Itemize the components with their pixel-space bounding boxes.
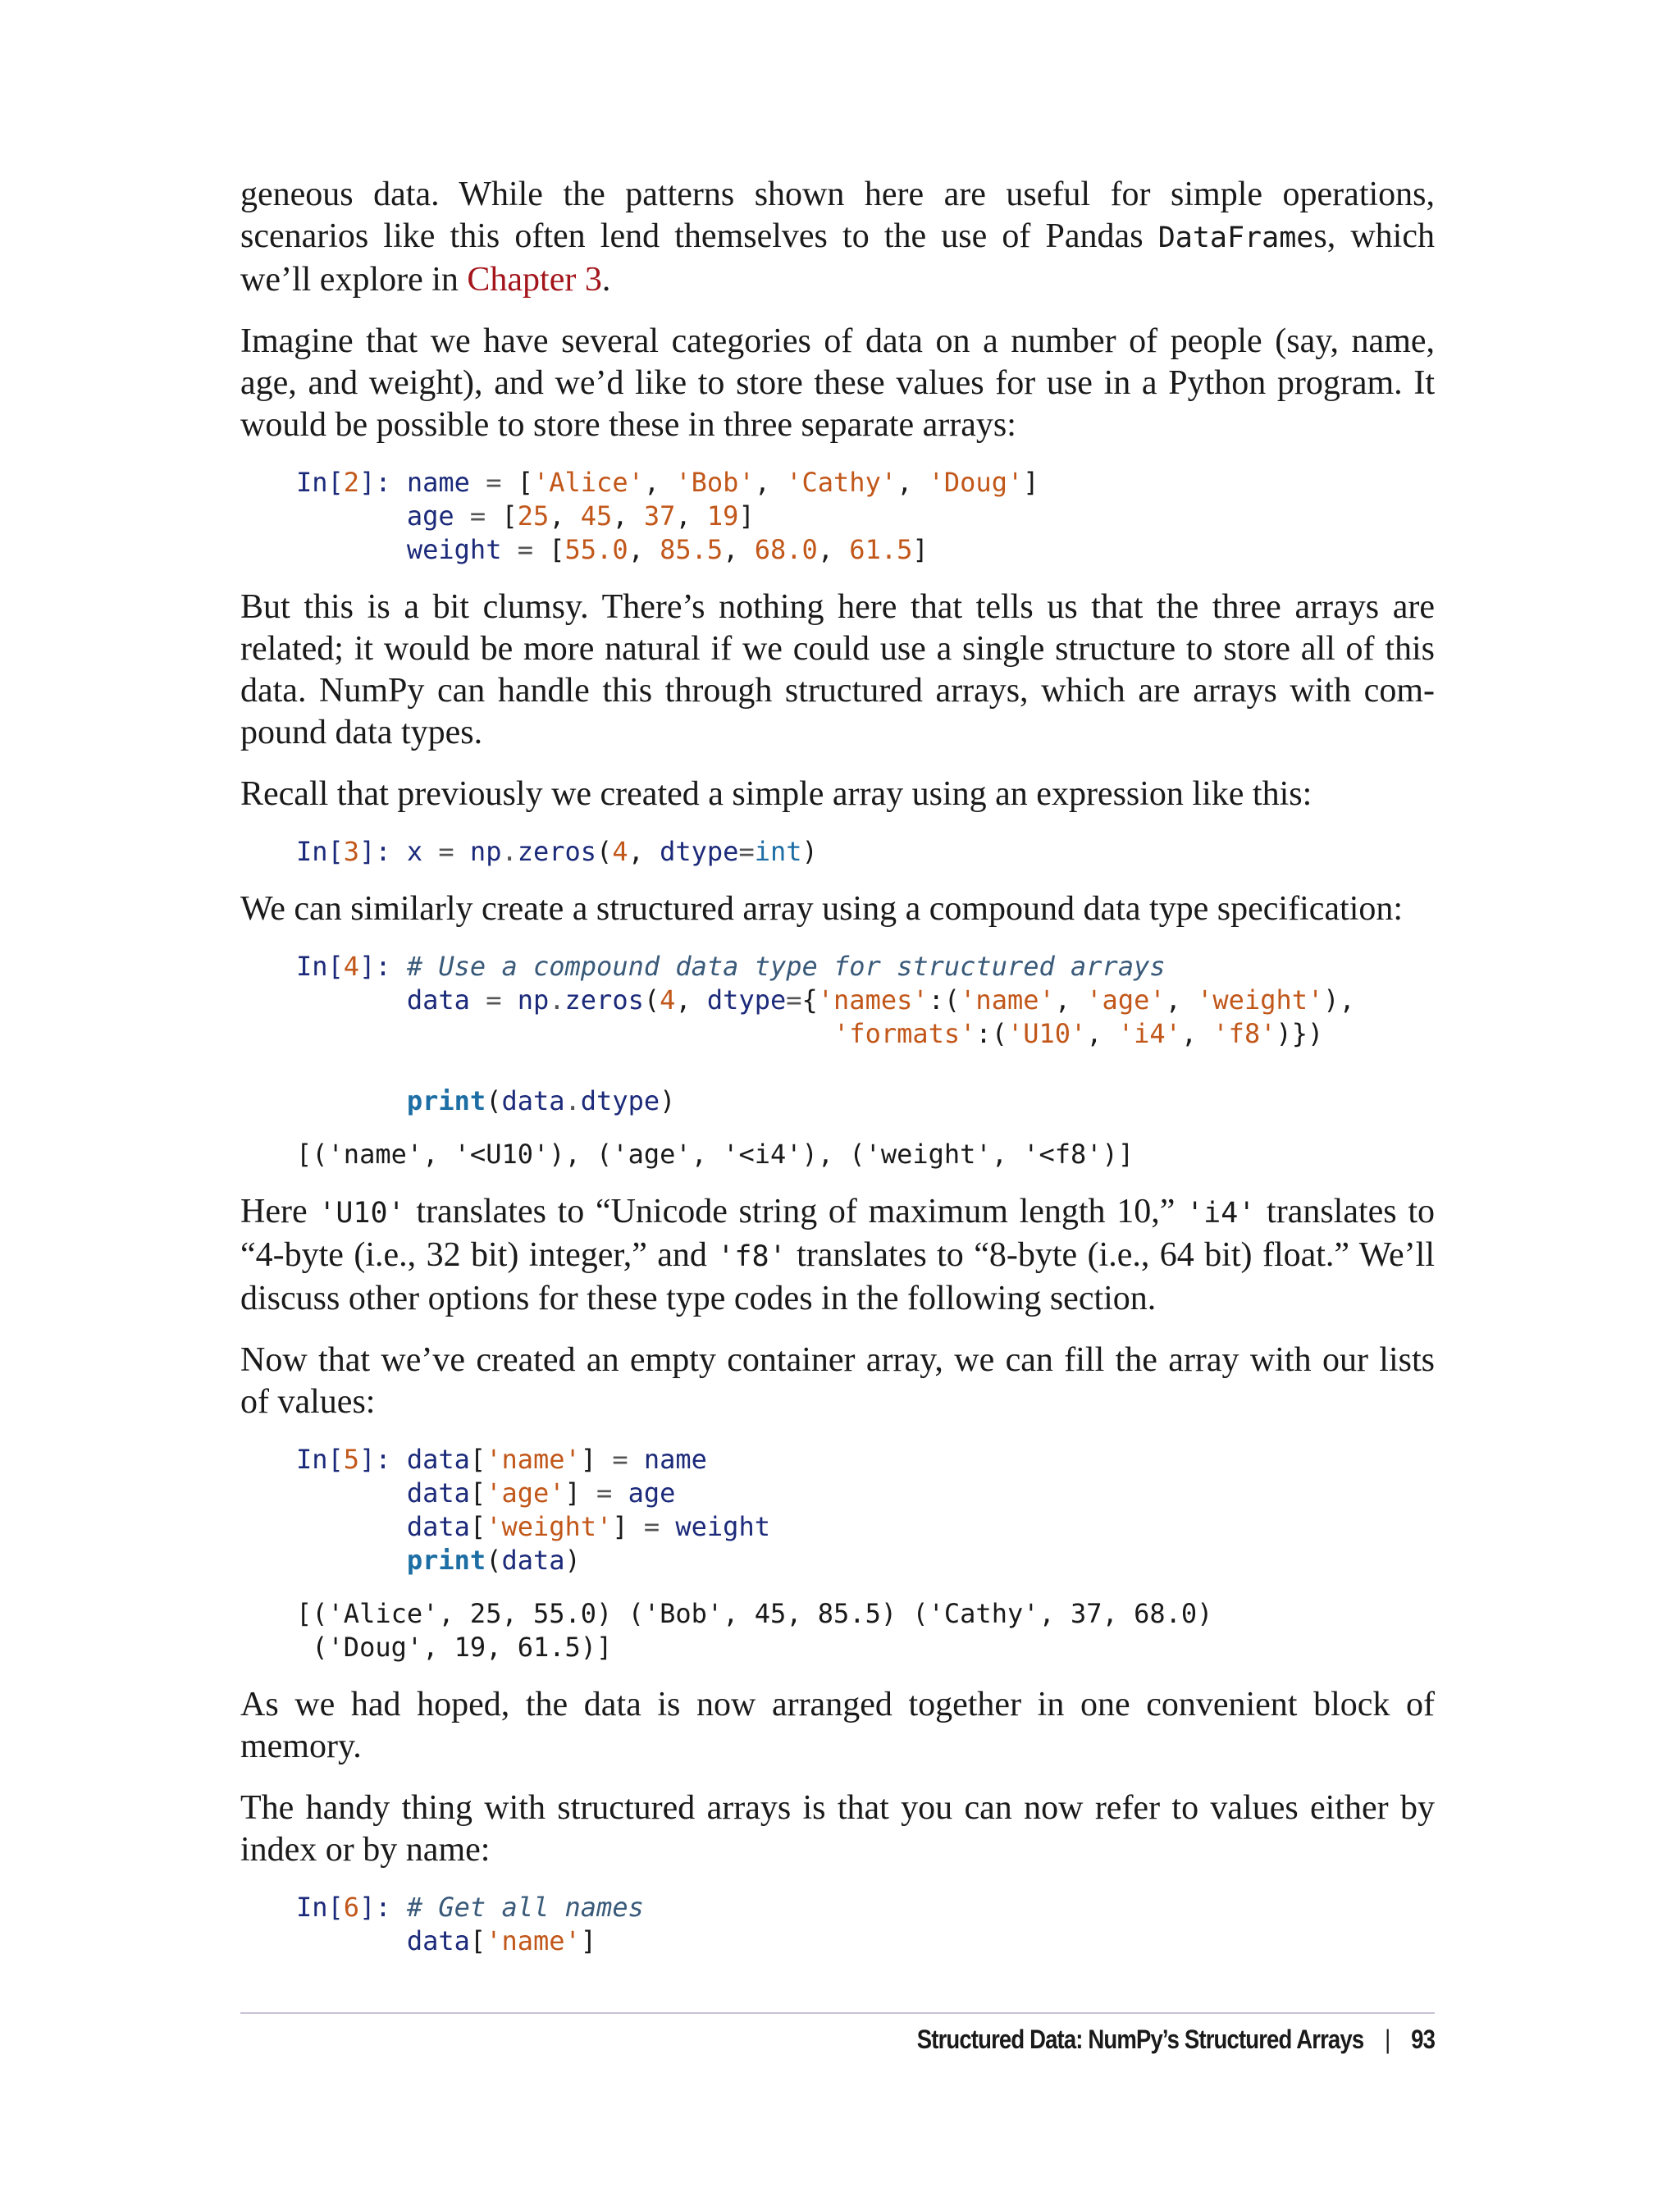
chapter-3-link[interactable]: Chapter 3 xyxy=(467,261,602,299)
footer-divider xyxy=(240,2012,1435,2014)
prompt: In[5]: xyxy=(296,1444,407,1475)
paragraph-handy: The handy thing with structured arrays is that you can now refer to values either by index or by name: xyxy=(240,1789,1435,1869)
text: . xyxy=(601,261,611,299)
inline-code: DataFrame xyxy=(1157,221,1314,254)
code-cell-in2: In[2]: name = ['Alice', 'Bob', 'Cathy', 'Doug'] age = [25, 45, 37, 19] weight = [55.0, 85.5, 68.0, 61.5] xyxy=(296,467,1039,565)
paragraph-intro xyxy=(240,174,1435,301)
paragraph-fill: Now that we’ve created an empty container array, we can fill the array with our lists of values: xyxy=(240,1341,1435,1421)
code-cell-in4: In[4]: # Use a compound data type for structured arrays data = np.zeros(4, dtype={'names':('name', 'age', 'weight'), 'formats':('U10', 'i4', 'f8')}) print(data.dtype) xyxy=(296,951,1355,1116)
page-body xyxy=(240,174,1435,1978)
text: geneous data. While the patterns shown here are useful for simple operations, scenarios like this often lend themselves to the use of Pandas xyxy=(240,176,1435,255)
text: s, which we’ll explore in xyxy=(240,217,1435,299)
page-footer xyxy=(917,2025,1435,2055)
code-output-in5: [('Alice', 25, 55.0) ('Bob', 45, 85.5) ('Cathy', 37, 68.0) ('Doug', 19, 61.5)] xyxy=(296,1598,1213,1663)
footer-separator: | xyxy=(1385,2025,1390,2054)
code-cell-in6: In[6]: # Get all names data['name'] xyxy=(296,1892,644,1956)
paragraph-clumsy: But this is a bit clumsy. There’s nothing here that tells us that the three arrays are related; it would be more natural if we could use a single structure to store all of this data. NumPy can handle this through structured arrays, which are arrays with compound data types. xyxy=(240,588,1435,751)
paragraph-imagine: Imagine that we have several categories of data on a number of people (say, name, age, and weight), and we’d like to store these values for use in a Python program. It would be possible to store these in three separate arrays: xyxy=(240,322,1435,444)
page-number: 93 xyxy=(1411,2025,1435,2054)
paragraph-hoped: As we had hoped, the data is now arranged together in one convenient block of memory. xyxy=(240,1686,1435,1765)
prompt: In[6]: xyxy=(296,1892,407,1923)
prompt: In[3]: xyxy=(296,836,407,867)
paragraph-type-codes: Here 'U10' translates to “Unicode string of maximum length 10,” 'i4' translates to “4-byte (i.e., 32 bit) integer,” and 'f8' translates to “8-byte (i.e., 64 bit) float.” We’ll discuss other options for these type codes in the following section. xyxy=(240,1193,1435,1317)
code-cell-in3: In[3]: x = np.zeros(4, dtype=int) xyxy=(296,836,818,867)
code-output-in4: [('name', '<U10'), ('age', '<i4'), ('weight', '<f8')] xyxy=(296,1139,1134,1170)
running-title: Structured Data: NumPy’s Structured Arrays xyxy=(916,2025,1364,2054)
paragraph-similarly: We can similarly create a structured array using a compound data type specification: xyxy=(240,890,1404,928)
prompt: In[4]: xyxy=(296,951,407,982)
code-cell-in5: In[5]: data['name'] = name data['age'] = age data['weight'] = weight print(data) xyxy=(296,1444,770,1576)
paragraph-recall: Recall that previously we created a simple array using an expression like this: xyxy=(240,775,1312,813)
prompt: In[2]: xyxy=(296,467,407,498)
